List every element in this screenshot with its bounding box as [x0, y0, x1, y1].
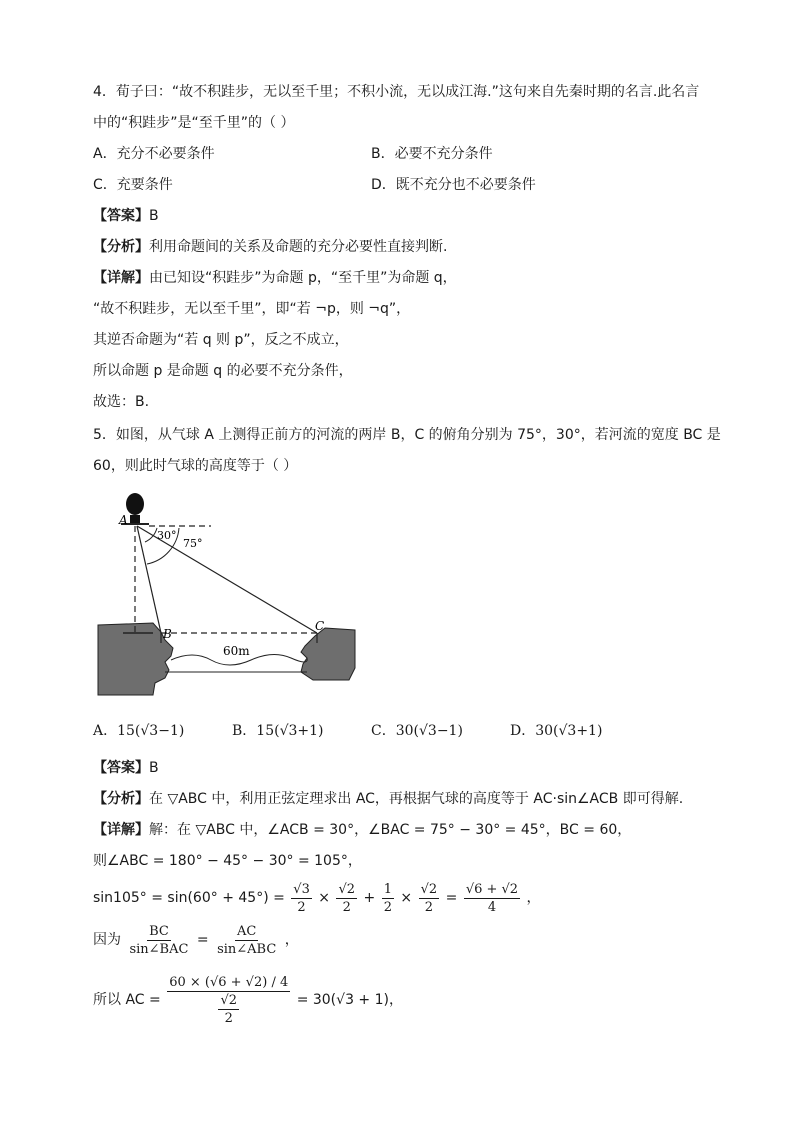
frac-1-num: √3	[293, 881, 310, 897]
balloon-basket	[130, 515, 140, 523]
ac-inner-den: 2	[224, 1010, 233, 1026]
frac-3	[382, 881, 394, 916]
sight-line-ac	[137, 526, 317, 633]
right-bank	[301, 628, 355, 680]
frac-2-num: √2	[338, 881, 356, 897]
label-b: B	[163, 627, 172, 641]
balloon-icon	[126, 493, 144, 515]
ac-inner-num: √2	[220, 992, 237, 1008]
q4-analysis-label: 【分析】	[93, 239, 149, 255]
q4-analysis: 利用命题间的关系及命题的充分必要性直接判断.	[149, 239, 448, 255]
q5-option-a: A．15(√3−1)	[93, 723, 185, 739]
because: 因为	[93, 932, 121, 948]
frac-5-den: 4	[487, 899, 497, 915]
sight-line-ab	[137, 526, 161, 633]
q4-stem-line1: 4．荀子曰：“故不积跬步，无以至千里；不积小流，无以成江海.”这句来自先秦时期的名言.此名言	[93, 84, 700, 100]
q5-detail-label: 【详解】	[93, 822, 149, 838]
frac-3-num: 1	[383, 881, 392, 897]
ac-inner-frac	[218, 992, 239, 1027]
q4-detail-line3: 其逆否命题为“若 q 则 p”，反之不成立，	[93, 332, 349, 348]
q4-option-c: C．充要条件	[93, 177, 173, 193]
q5-detail-row	[93, 820, 631, 840]
q5-answer: B	[149, 760, 159, 776]
q5-analysis: 在 ▽ABC 中，利用正弦定理求出 AC，再根据气球的高度等于 AC·sin∠ACB 即可得解.	[149, 791, 684, 807]
label-angle-30: 30°	[157, 529, 177, 542]
ac-frac-top: 60 × (√6 + √2) / 4	[169, 974, 289, 990]
frac-4-den: 2	[424, 899, 434, 915]
q5-option-c: C．30(√3−1)	[371, 723, 463, 739]
q5-option-d: D．30(√3+1)	[510, 723, 603, 739]
frac-4	[419, 881, 440, 916]
q4-option-b: B．必要不充分条件	[371, 146, 493, 162]
times-2: ×	[400, 890, 413, 906]
q4-detail-label: 【详解】	[93, 270, 149, 286]
q5-ac-formula	[93, 970, 403, 1030]
q4-option-a: A．充分不必要条件	[93, 146, 215, 162]
sin-lhs: sin105° = sin(60° + 45°) =	[93, 890, 290, 906]
frac-5	[464, 881, 520, 916]
ac-frac	[167, 974, 290, 1027]
q5-sin-formula	[93, 880, 541, 916]
law-num-right: AC	[237, 923, 257, 939]
q5-stem-line2: 60，则此时气球的高度等于（ ）	[93, 458, 298, 474]
balloon-river-figure	[93, 490, 363, 700]
law-equals: =	[196, 932, 209, 948]
q4-option-d: D．既不充分也不必要条件	[371, 177, 536, 193]
equals: =	[445, 890, 458, 906]
label-angle-75: 75°	[183, 537, 203, 550]
q4-stem-line2: 中的“积跬步”是“至千里”的（ ）	[93, 115, 295, 131]
law-den-left: sin∠BAC	[129, 941, 189, 957]
q5-stem-line1: 5．如图，从气球 A 上测得正前方的河流的两岸 B，C 的俯角分别为 75°，30°，若河流的宽度 BC 是	[93, 427, 721, 443]
law-frac-right	[215, 923, 278, 958]
q4-detail-line4: 所以命题 p 是命题 q 的必要不充分条件，	[93, 363, 353, 379]
law-frac-left	[127, 923, 190, 958]
comma: ，	[526, 890, 541, 906]
ac-frac-bottom	[216, 992, 241, 1027]
q4-answer-row	[93, 206, 159, 226]
q5-analysis-row	[93, 789, 683, 809]
frac-5-num: √6 + √2	[465, 881, 519, 897]
frac-1-den: 2	[297, 899, 306, 915]
ac-result: = 30(√3 + 1)，	[296, 992, 403, 1008]
q4-answer: B	[149, 208, 159, 224]
q5-detail-line2: 则∠ABC = 180° − 45° − 30° = 105°，	[93, 853, 362, 869]
frac-1	[291, 881, 312, 916]
q5-answer-label: 【答案】	[93, 760, 149, 776]
law-den-right: sin∠ABC	[217, 941, 277, 957]
label-c: C	[315, 619, 325, 633]
q5-option-b: B．15(√3+1)	[232, 723, 324, 739]
label-width: 60m	[223, 644, 250, 658]
law-end: ，	[284, 932, 299, 948]
q5-answer-row	[93, 758, 159, 778]
q5-law-of-sines	[93, 922, 299, 958]
plus: +	[363, 890, 376, 906]
q4-detail-line5: 故选：B.	[93, 394, 150, 410]
frac-3-den: 2	[383, 899, 392, 915]
law-num-left: BC	[149, 923, 169, 939]
frac-4-num: √2	[420, 881, 438, 897]
q5-detail-line1: 解：在 ▽ABC 中，∠ACB = 30°，∠BAC = 75° − 30° = 45°，BC = 60，	[149, 822, 632, 838]
q4-detail-line1: 由已知设“积跬步”为命题 p，“至千里”为命题 q，	[149, 270, 457, 286]
q4-analysis-row	[93, 237, 447, 257]
q4-detail-row	[93, 268, 457, 288]
frac-2-den: 2	[342, 899, 351, 915]
q5-analysis-label: 【分析】	[93, 791, 149, 807]
label-a: A	[119, 513, 128, 527]
q4-answer-label: 【答案】	[93, 208, 149, 224]
times-1: ×	[318, 890, 331, 906]
q4-detail-line2: “故不积跬步，无以至千里”，即“若 ¬p，则 ¬q”，	[93, 301, 411, 317]
left-bank	[98, 623, 173, 695]
so-ac: 所以 AC =	[93, 992, 161, 1008]
frac-2	[336, 881, 357, 916]
